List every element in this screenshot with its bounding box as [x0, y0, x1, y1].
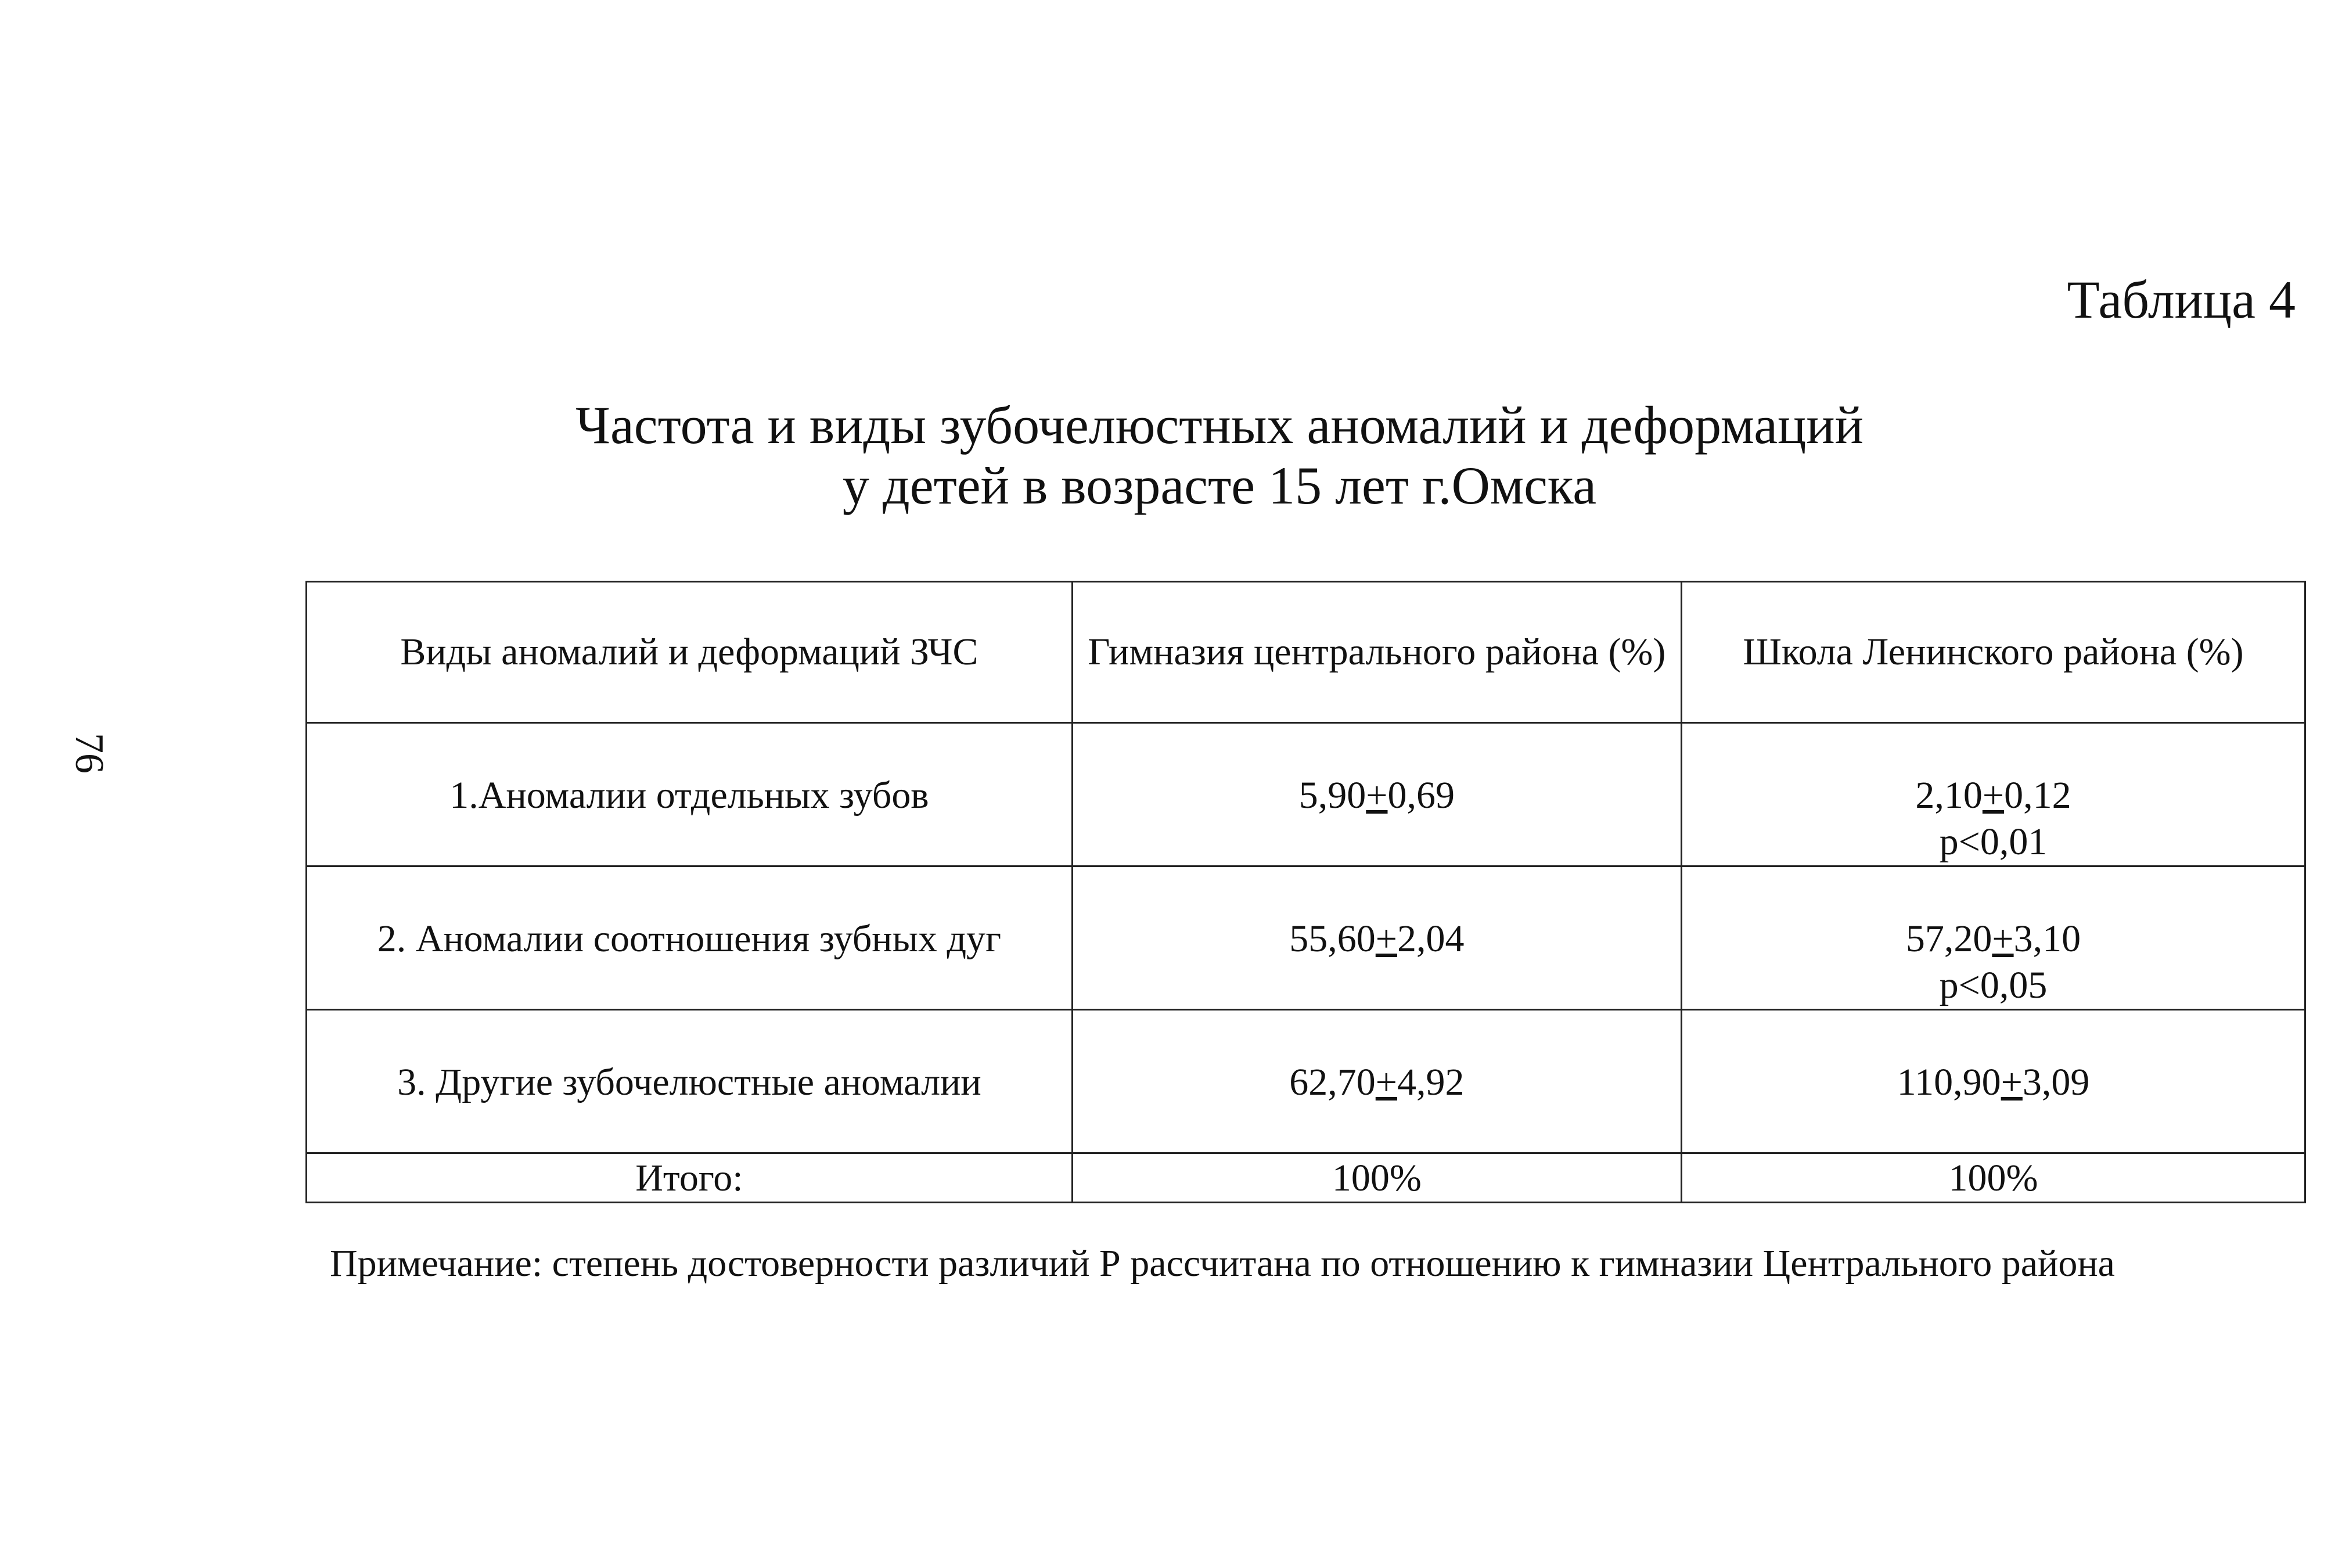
title-line-1: Частота и виды зубочелюстных аномалий и деформаций: [575, 395, 1863, 455]
cell-school-value: [1681, 866, 2305, 1010]
document-title: [0, 395, 2342, 516]
cell-school-value: [1681, 1010, 2305, 1153]
error-value: 2,04: [1397, 918, 1465, 960]
cell-anomaly-type: 1.Аномалии отдельных зубов: [307, 723, 1073, 866]
column-header-school: Школа Ленинского района (%): [1681, 582, 2305, 723]
mean-value: 55,60: [1289, 918, 1376, 960]
table-total-row: [307, 1153, 2305, 1203]
mean-value: 2,10: [1915, 774, 1983, 817]
mean-value: 62,70: [1289, 1061, 1376, 1103]
p-value: p<0,01: [1939, 821, 2048, 863]
title-line-2: у детей в возрасте 15 лет г.Омска: [842, 456, 1597, 515]
table-row: [307, 723, 2305, 866]
cell-anomaly-type: 3. Другие зубочелюстные аномалии: [307, 1010, 1073, 1153]
error-value: 3,10: [2013, 918, 2081, 960]
column-header-type: Виды аномалий и деформаций ЗЧС: [307, 582, 1073, 723]
table-row: [307, 1010, 2305, 1153]
error-value: 0,69: [1387, 774, 1455, 817]
cell-anomaly-type: 2. Аномалии соотношения зубных дуг: [307, 866, 1073, 1010]
mean-value: 110,90: [1897, 1061, 2001, 1103]
cell-gymnasium-value: [1072, 723, 1681, 866]
plus-minus-sign: +: [1375, 918, 1397, 960]
error-value: 3,09: [2022, 1061, 2090, 1103]
anomalies-table: [305, 581, 2306, 1203]
error-value: 4,92: [1397, 1061, 1465, 1103]
table-label: Таблица 4: [2067, 270, 2296, 329]
plus-minus-sign: +: [1375, 1061, 1397, 1103]
plus-minus-sign: +: [1982, 774, 2005, 817]
cell-school-value: [1681, 723, 2305, 866]
plus-minus-sign: +: [2001, 1061, 2023, 1103]
cell-total-school: 100%: [1681, 1153, 2305, 1203]
p-value: p<0,05: [1939, 964, 2048, 1006]
table-row: [307, 866, 2305, 1010]
plus-minus-sign: +: [1992, 918, 2014, 960]
page-number: 76: [67, 733, 111, 774]
cell-total-gymnasium: 100%: [1072, 1153, 1681, 1203]
cell-gymnasium-value: [1072, 1010, 1681, 1153]
mean-value: 5,90: [1298, 774, 1366, 817]
table-note: Примечание: степень достоверности различий Р рассчитана по отношению к гимназии Центрального района: [330, 1242, 2115, 1285]
error-value: 0,12: [2004, 774, 2071, 817]
mean-value: 57,20: [1905, 918, 1992, 960]
table-header-row: [307, 582, 2305, 723]
cell-gymnasium-value: [1072, 866, 1681, 1010]
cell-total-label: Итого:: [307, 1153, 1073, 1203]
column-header-gymnasium: Гимназия центрального района (%): [1072, 582, 1681, 723]
plus-minus-sign: +: [1366, 774, 1388, 817]
